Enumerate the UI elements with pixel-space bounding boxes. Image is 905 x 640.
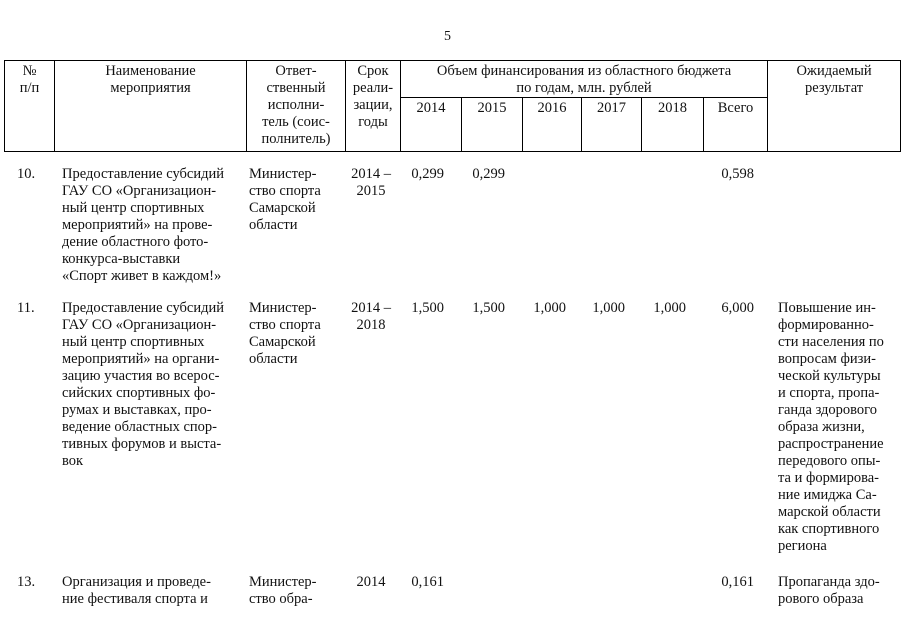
header-result: Ожидаемый результат xyxy=(768,61,901,152)
row-value-2015: 1,500 xyxy=(472,300,505,316)
page-number: 5 xyxy=(444,29,451,44)
header-num: № п/п xyxy=(5,61,55,152)
row-number: 10. xyxy=(17,166,36,182)
header-name: Наименование мероприятия xyxy=(55,61,247,152)
row-value-2017: 1,000 xyxy=(592,300,625,316)
row-value-2014: 1,500 xyxy=(411,300,444,316)
row-result: Повышение ин- формированно- сти населения по вопросам физи- ческой культуры и спорта, пропа- ганда здорового образа жизни, распространение передового опы- та и формирова- ние имиджа Са- марской области как спортивного региона xyxy=(778,300,884,554)
row-value-2018: 1,000 xyxy=(653,300,686,316)
header-year-2015: 2015 xyxy=(462,98,523,152)
row-period: 2014 – 2018 xyxy=(351,300,391,333)
table-header xyxy=(4,60,901,152)
header-year-2016: 2016 xyxy=(523,98,582,152)
row-executor: Министер- ство спорта Самарской области xyxy=(249,300,321,367)
row-period: 2014 xyxy=(356,574,386,590)
header-year-2018: 2018 xyxy=(642,98,704,152)
row-period: 2014 – 2015 xyxy=(351,166,391,199)
row-number: 13. xyxy=(17,574,36,590)
row-value-2015: 0,299 xyxy=(472,166,505,182)
row-name: Организация и проведе- ние фестиваля спорта и xyxy=(62,574,211,607)
row-number: 11. xyxy=(17,300,35,316)
row-name: Предоставление субсидий ГАУ СО «Организацион- ный центр спортивных мероприятий» на органи- зацию участия во всерос- сийских спортивных фо- румах и выставках, про- ведение областных спор- тивных форумов и выста- вок xyxy=(62,300,225,469)
row-value-2014: 0,299 xyxy=(411,166,444,182)
header-financing: Объем финансирования из областного бюджета по годам, млн. рублей xyxy=(401,61,768,98)
row-value-total: 6,000 xyxy=(721,300,754,316)
header-executor: Ответ- ственный исполни- тель (соис- полнитель) xyxy=(247,61,346,152)
row-value-2014: 0,161 xyxy=(411,574,444,590)
row-value-total: 0,161 xyxy=(721,574,754,590)
row-value-total: 0,598 xyxy=(721,166,754,182)
row-executor: Министер- ство спорта Самарской области xyxy=(249,166,321,233)
row-value-2016: 1,000 xyxy=(533,300,566,316)
row-executor: Министер- ство обра- xyxy=(249,574,317,607)
header-year-2014: 2014 xyxy=(401,98,462,152)
row-name: Предоставление субсидий ГАУ СО «Организацион- ный центр спортивных мероприятий» на прове- дение областного фото- конкурса-выставки «Спорт живет в каждом!» xyxy=(62,166,225,284)
header-period: Срок реали- зации, годы xyxy=(346,61,401,152)
header-total: Всего xyxy=(704,98,768,152)
row-result: Пропаганда здо- рового образа xyxy=(778,574,880,607)
header-year-2017: 2017 xyxy=(582,98,642,152)
